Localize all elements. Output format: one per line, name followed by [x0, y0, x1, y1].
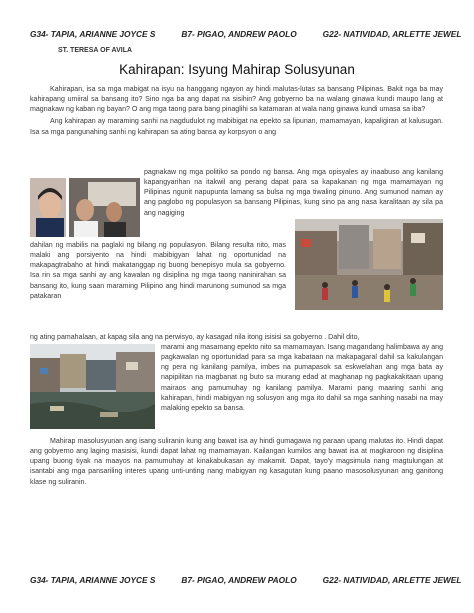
- header-author-mid: B7- PIGAO, ANDREW PAOLO: [181, 29, 297, 39]
- paragraph-3: [30, 437, 443, 488]
- page-footer: [30, 575, 460, 587]
- paragraph-1: Kahirapan, isa sa mga mabigat na isyu na hanggang ngayon ay hindi malutas-lutas sa bansang Pilipinas. Bakit nga ba may kahirapang umiiral sa bansang ito? Sino nga ba ang dapat na sisihin? Ang gobyerno ba na walang ginawa kundi maupo lang at magnakaw ng kaban ng bayan? O ang mga taong para bang pinaglihi sa katamaran at wala nang ginawa kundi umasa sa iba?: [30, 86, 443, 114]
- school-name: ST. TERESA OF AVILA: [58, 47, 133, 54]
- paragraph-3-text: Mahirap masolusyunan ang isang suliranin kung ang bawat isa ay hindi gumagawa ng paraan upang malutas ito. Hindi dapat ang gobyerno ang laging masisisi, kundi dapat lahat ng mamamayan. Kailangan kumilos ang bawat isa at magkaroon ng disiplina upang buong tiyak na maayos na pamumuhay at kinakabukasan ay makamit. Dapat, tayo'y magsimula nang magtulungan at isantabi ang mga pansariling interes upang unti-unting nang mabigyan ng kasagutan kung paano masosolusyunan ang ganitong klase ng suliranin.: [30, 438, 443, 486]
- paragraph-2-beside-photo1: pagnakaw ng mga politiko sa pondo ng bansa. Ang mga opisyales ay inaabuso ang kanilang kapangyarihan na itakwil ang perang dapat para sa kapakanan ng mga mamamayan ng Pilipinas ngunit napupunta lamang sa bulsa ng mga tiwaling pinuno. Ang sumunod naman ay ang paglobo ng populasyon sa bansang Pilipinas, kung sino pa ang nasa karalitaan ay sila pa ang nagiging: [144, 169, 443, 217]
- riverside-shanties-photo: [30, 344, 155, 429]
- paragraph-2-intro: Ang kahirapan ay maraming sanhi na nagdudulot ng mabibigat na epekto sa lipunan, mamamayan, kapaligiran at kalusugan. Isa sa mga pangunahing sanhi ng kahirapan sa ating bansa ay korpsyon o ang: [30, 118, 443, 136]
- paragraph-2-beside-photo2: dahilan ng mabilis na paglaki ng bilang ng populasyon. Bilang resulta nito, mas malaki ang porsiyento na hindi mabibigyan lahat ng oportunidad na makapagtrabaho at hindi makatanggap ng buong benepisyo mula sa gobyerno. Isa rin sa mga sanhi ay ang kawalan ng disiplina ng mga taong naninirahan sa bansang ito, kung saan maraming Pilipino ang hindi marunong sumunod sa mga patakaran: [30, 242, 286, 300]
- article-body-top: [30, 85, 443, 138]
- header-author-left: G34- TAPIA, ARIANNE JOYCE S: [30, 29, 156, 39]
- corruption-politicians-photo: [30, 178, 140, 237]
- slum-street-photo-art: [295, 219, 443, 310]
- slum-street-photo: [295, 219, 443, 310]
- footer-author-mid: B7- PIGAO, ANDREW PAOLO: [181, 575, 297, 585]
- document-title: Kahirapan: Isyung Mahirap Solusyunan: [119, 62, 355, 77]
- footer-author-left: G34- TAPIA, ARIANNE JOYCE S: [30, 575, 156, 585]
- footer-author-right: G22- NATIVIDAD, ARLETTE JEWEL: [322, 575, 462, 585]
- paragraph-2-full-line: ng ating pamahalaan, at kapag sila ang na perwisyo, ay kasagad nila itong isisisi sa gobyerno . Dahil dito,: [30, 334, 360, 341]
- paragraph-2-beside-photo3: marami ang masamang epekto nito sa mamamayan. Isang magandang halimbawa ay ang pagkawalan ng oportunidad para sa mga kabataan na makapagaral dahil sa kakulangan ng pera ng kanilang pamilya, imbes na pumapasok sa eskwelahan ang mga bata ay napipilitan na magbanat ng buto sa murang edad at maghanap ng pagkakakitaan upang mairaos ang pamumuhay ng kanilang pamilya. Marami pang maaring sanhi ang kahirapan, hindi mabigyan ng solusyon ang mga ito dahil sa mga sanhing nasabi na may malaking epekto sa bansa.: [161, 344, 443, 412]
- header-author-right: G22- NATIVIDAD, ARLETTE JEWEL: [322, 29, 462, 39]
- riverside-photo-art: [30, 344, 155, 429]
- corruption-photo-art: [30, 178, 140, 237]
- page-header: [30, 29, 460, 41]
